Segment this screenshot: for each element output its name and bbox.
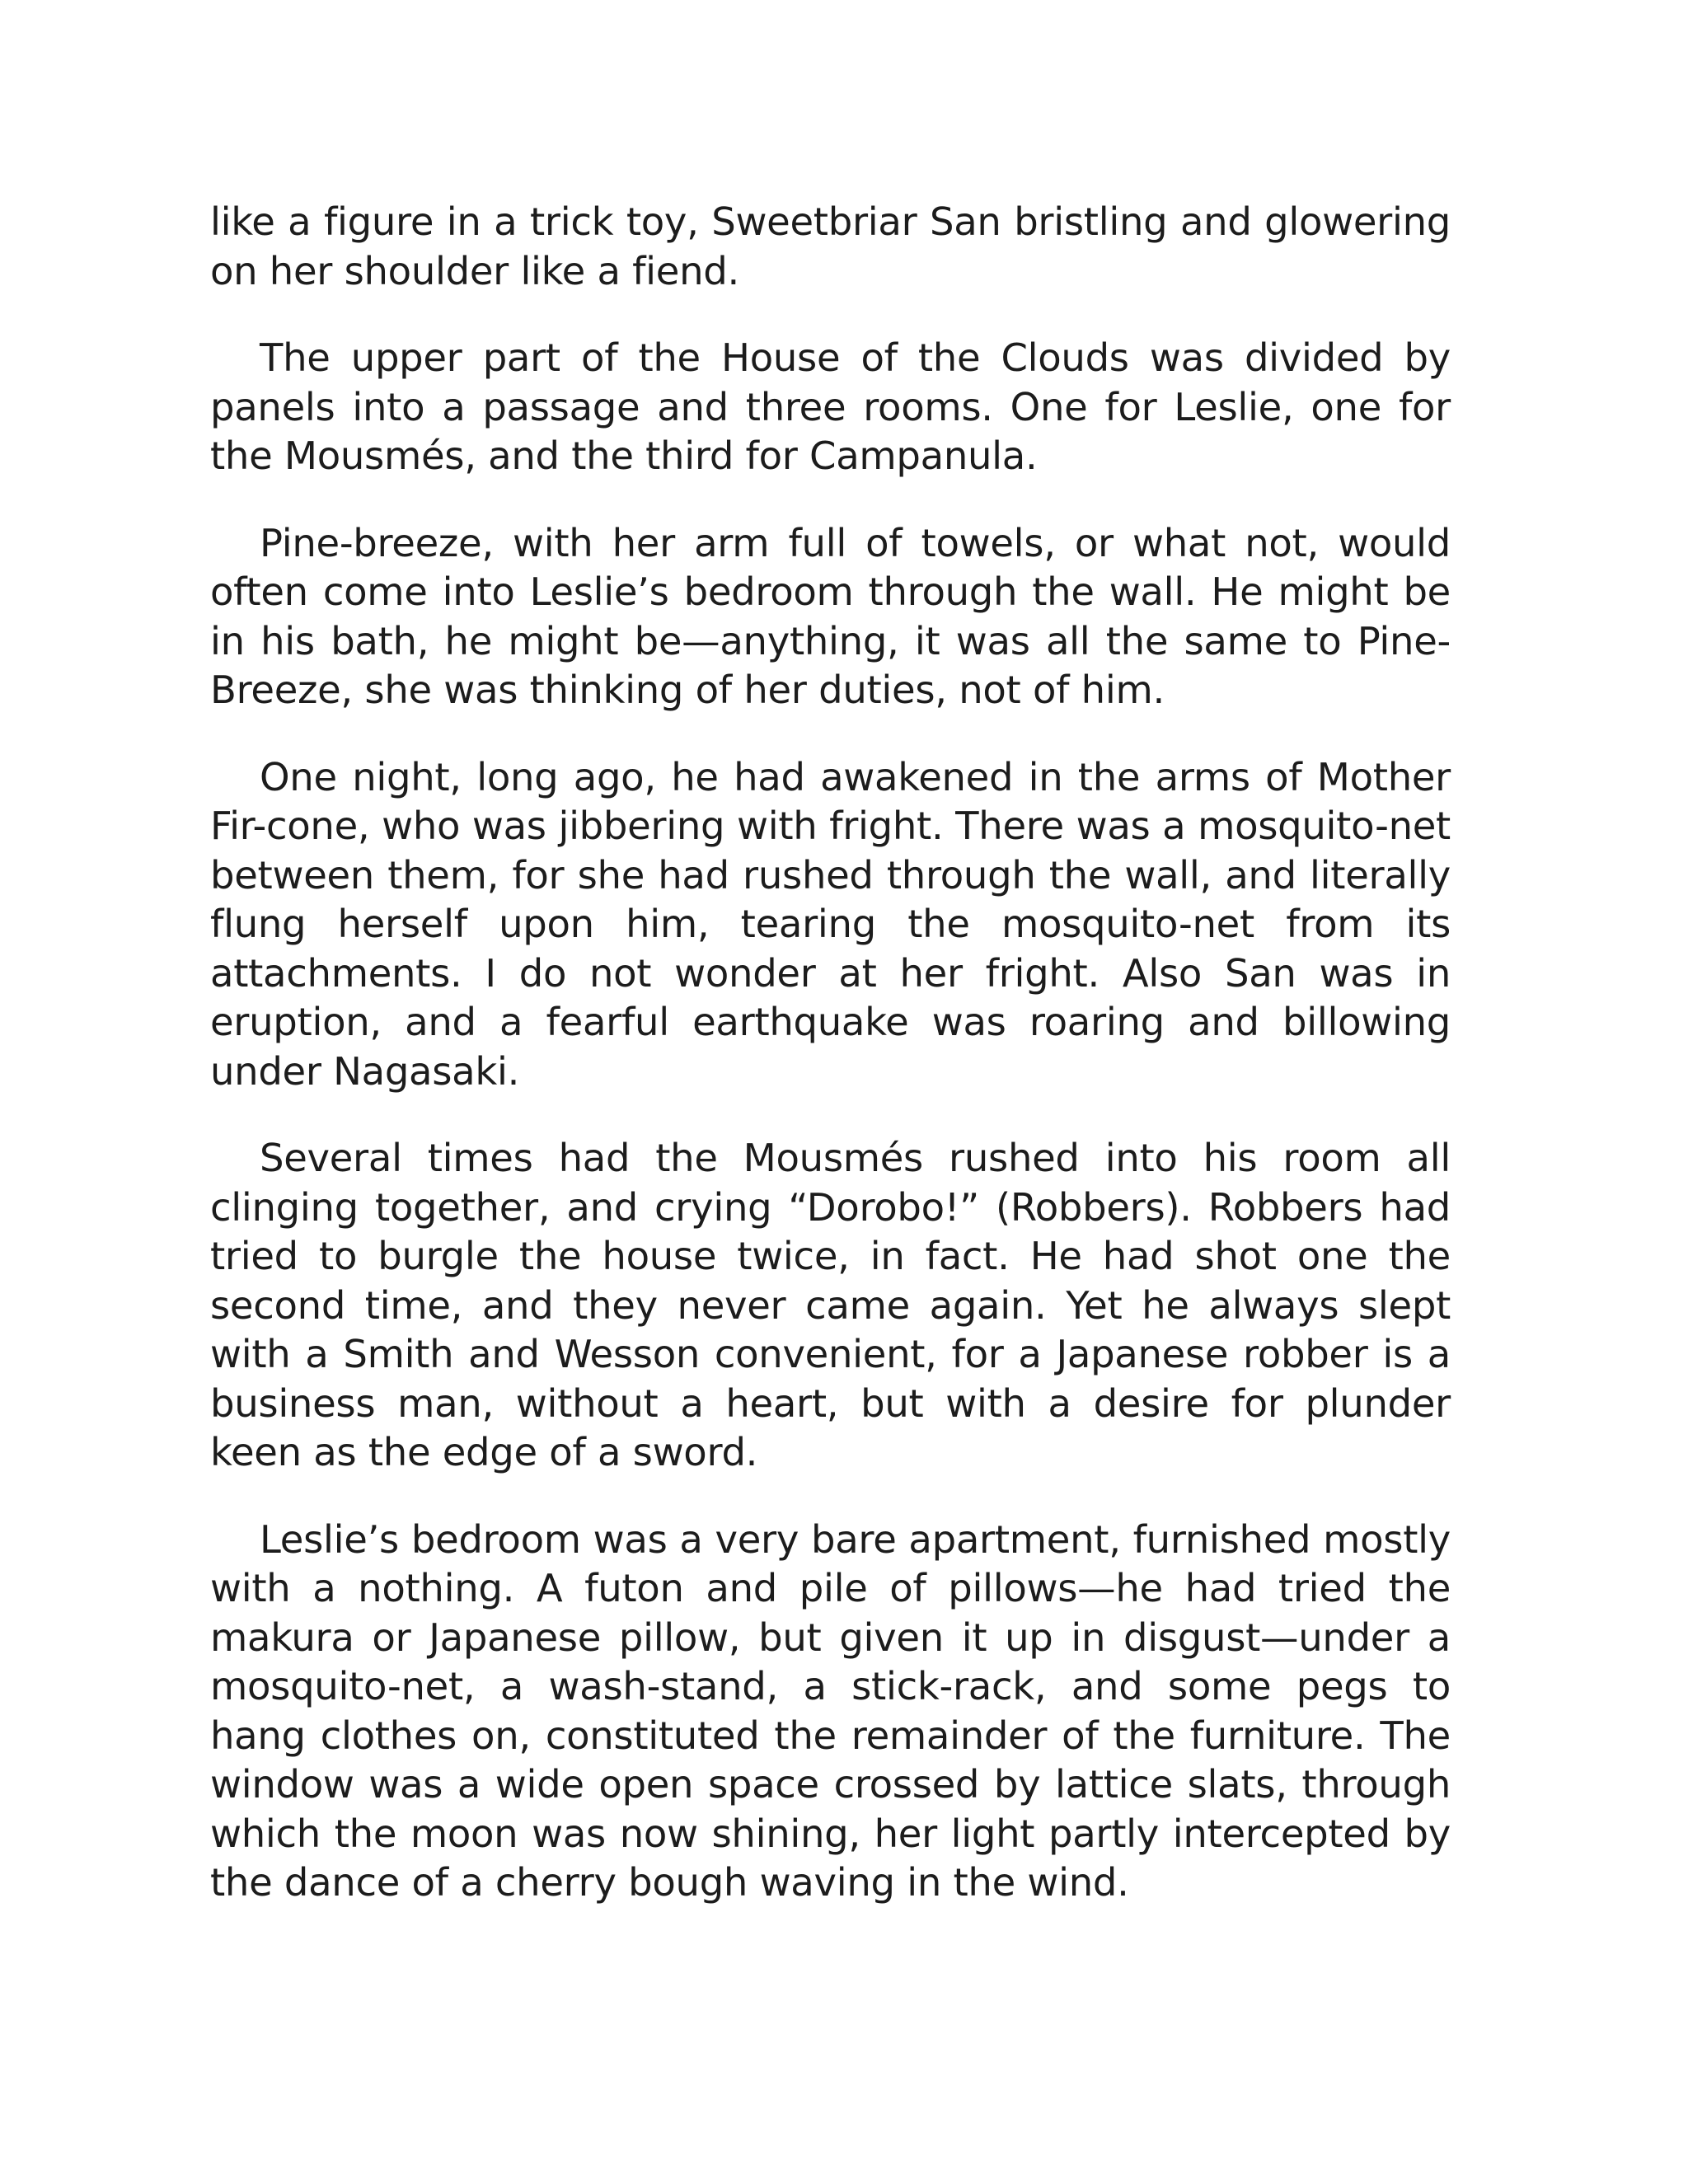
paragraph-robbers: Several times had the Mousmés rushed into his room all clinging together, and crying “Dorobo!” (Robbers). Robbers had tried to burgle the house twice, in fact. He had shot one the second time, and they never came again. Yet he always slept with a Smith and Wesson convenient, for a Japanese robber is a business man, without a heart, but with a desire for plunder keen as the edge of a sword.: [210, 1136, 1451, 1474]
paragraph-house-layout: The upper part of the House of the Clouds was divided by panels into a passage and three rooms. One for Leslie, one for the Mousmés, and the third for Campanula.: [210, 335, 1451, 478]
page-body: [210, 198, 1451, 1946]
paragraph-continuation: like a figure in a trick toy, Sweetbriar San bristling and glowering on her shoulder like a fiend.: [210, 199, 1451, 293]
paragraph-earthquake-night: One night, long ago, he had awakened in the arms of Mother Fir-cone, who was jibbering with fright. There was a mosquito-net between them, for she had rushed through the wall, and literally flung herself upon him, tearing the mosquito-net from its attachments. I do not wonder at her fright. Also San was in eruption, and a fearful earthquake was roaring and billowing under Nagasaki.: [210, 754, 1451, 1094]
paragraph-pine-breeze: Pine-breeze, with her arm full of towels, or what not, would often come into Leslie’s bedroom through the wall. He might be in his bath, he might be—anything, it was all the same to Pine-Breeze, she was thinking of her duties, not of him.: [210, 520, 1451, 712]
paragraph-bedroom: Leslie’s bedroom was a very bare apartment, furnished mostly with a nothing. A futon and pile of pillows—he had tried the makura or Japanese pillow, but given it up in disgust—under a mosquito-net, a wash-stand, a stick-rack, and some pegs to hang clothes on, constituted the remainder of the furniture. The window was a wide open space crossed by lattice slats, through which the moon was now shining, her light partly intercepted by the dance of a cherry bough waving in the wind.: [210, 1516, 1451, 1905]
